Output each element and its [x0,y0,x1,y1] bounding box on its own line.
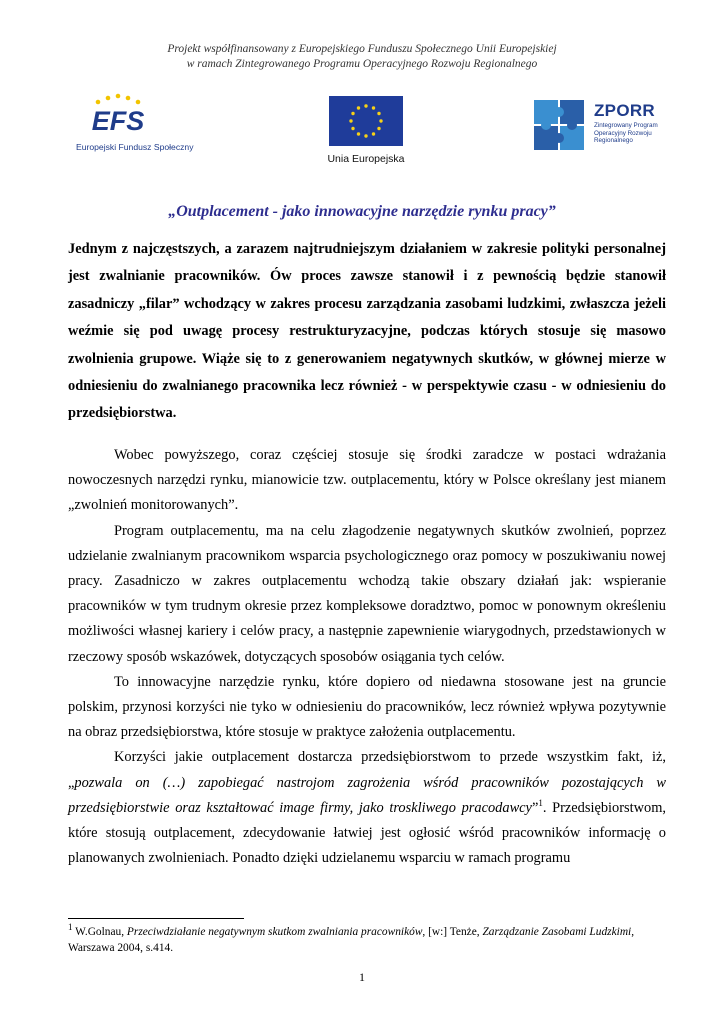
zporr-title: ZPORR [594,101,655,120]
efs-mark-icon [68,92,186,142]
footnote [68,924,666,956]
footnote-book-title: Zarządzanie Zasobami Ludzkimi [482,926,632,938]
page-number: 1 [359,970,365,984]
footnote-separator [68,918,244,919]
zporr-subtitle: Zintegrowany Program Operacyjny Rozwoju Regionalnego [594,122,658,145]
paragraph-1: Wobec powyższego, coraz częściej stosuje się środki zaradcze w postaci wdrażania nowoczesnych narzędzi rynku, mianowicie tzw. outplacementu, który w Polsce określany jest mianem „zwolnień monitorowanych”. [68,447,666,514]
header-line-2: w ramach Zintegrowanego Programu Operacyjnego Rozwoju Regionalnego [186,57,538,70]
zporr-logo [528,96,668,154]
footnote-middle: , [w:] Tenże, [422,926,483,938]
header-line-1: Projekt współfinansowany z Europejskiego Funduszu Społecznego Unii Europejskiej [167,43,557,55]
svg-text:EFS: EFS [91,106,145,136]
efs-caption: Europejski Fundusz Społeczny [76,142,194,152]
quotation: pozwala on (…) zapobiegać nastrojom zagrożenia wśród pracowników pozostających w przedsiębiorstwie oraz kształtować image firmy, jako troskliwego pracodawcy [68,774,666,816]
paragraph-4-rest: . Przedsiębiorstwom, które stosują outplacement, zdecydowanie łatwiej jest ogłosić wśród pracowników informację o planowanych zwolnieniach. Ponadto dzięki udzielanemu wsparciu w ramach programu [68,799,667,867]
paragraph-4-intro: Korzyści jakie outplacement dostarcza przedsiębiorstwom to przede wszystkim fakt, iż, „ [68,749,666,791]
footnote-work-title: Przeciwdziałanie negatywnym skutkom zwalniania pracowników [126,926,423,938]
logo-strip [0,88,724,168]
puzzle-icon [530,96,590,154]
footnote-reference[interactable]: 1 [538,798,543,809]
footnote-number: 1 [68,922,73,933]
lead-paragraph: Jednym z najczęstszych, a zarazem najtrudniejszym działaniem w zakresie polityki personalnej jest zwalnianie pracowników. Ów proces zawsze stanowił i z pewnością będzie stanowił zasadniczy „filar” wchodzący w zakres procesu zarządzania zasobami ludzkimi, zwłaszcza jeżeli weźmie się pod uwagę procesy restrukturyzacyjne, podczas których stosuje się masowo zwolnienia grupowe. Wiąże się to z generowaniem negatywnych skutków, w głównej mierze w odniesieniu do zwalnianego pracownika lecz również - w perspektywie czasu - w odniesieniu do przedsiębiorstwa. [68,241,666,422]
paragraph-4 [68,745,666,871]
eu-flag-icon [329,96,403,146]
paragraph-3: To innowacyjne narzędzie rynku, które dopiero od niedawna stosowane jest na gruncie polskim, przynosi korzyści nie tyko w odniesieniu do pracowników, lecz również wpływa pozytywnie na obraz przedsiębiorstwa, które stosuje w praktyce założenia outplacementu. [68,673,666,741]
paragraph-2: Program outplacementu, ma na celu złagodzenie negatywnych skutków zwolnień, poprzez udzielanie zwalnianym pracownikom wsparcia psychologicznego oraz pomocy w poszukiwaniu nowej pracy. Zasadniczo w zakres outplacementu wchodzą takie obszary działań jak: wspieranie pracowników w tym trudnym okresie przez kompleksowe doradztwo, pomoc w ponownym określeniu możliwości własnej kariery i celów pracy, a następnie zapewnienie wiarygodnych, przedstawionych w rzeczowy sposób wskazówek, dotyczących sposobów osiągania tych celów. [68,522,666,665]
body-text [68,443,666,871]
project-header [0,42,724,71]
footnote-end: , Warszawa 2004, s.414. [68,926,635,954]
eu-logo [318,96,414,165]
footnote-author: W.Golnau, [72,926,127,938]
quote-close: ” [531,799,539,816]
eu-caption: Unia Europejska [327,153,405,165]
efs-logo [68,92,194,152]
document-title: „Outplacement - jako innowacyjne narzędzie rynku pracy” [168,203,556,220]
